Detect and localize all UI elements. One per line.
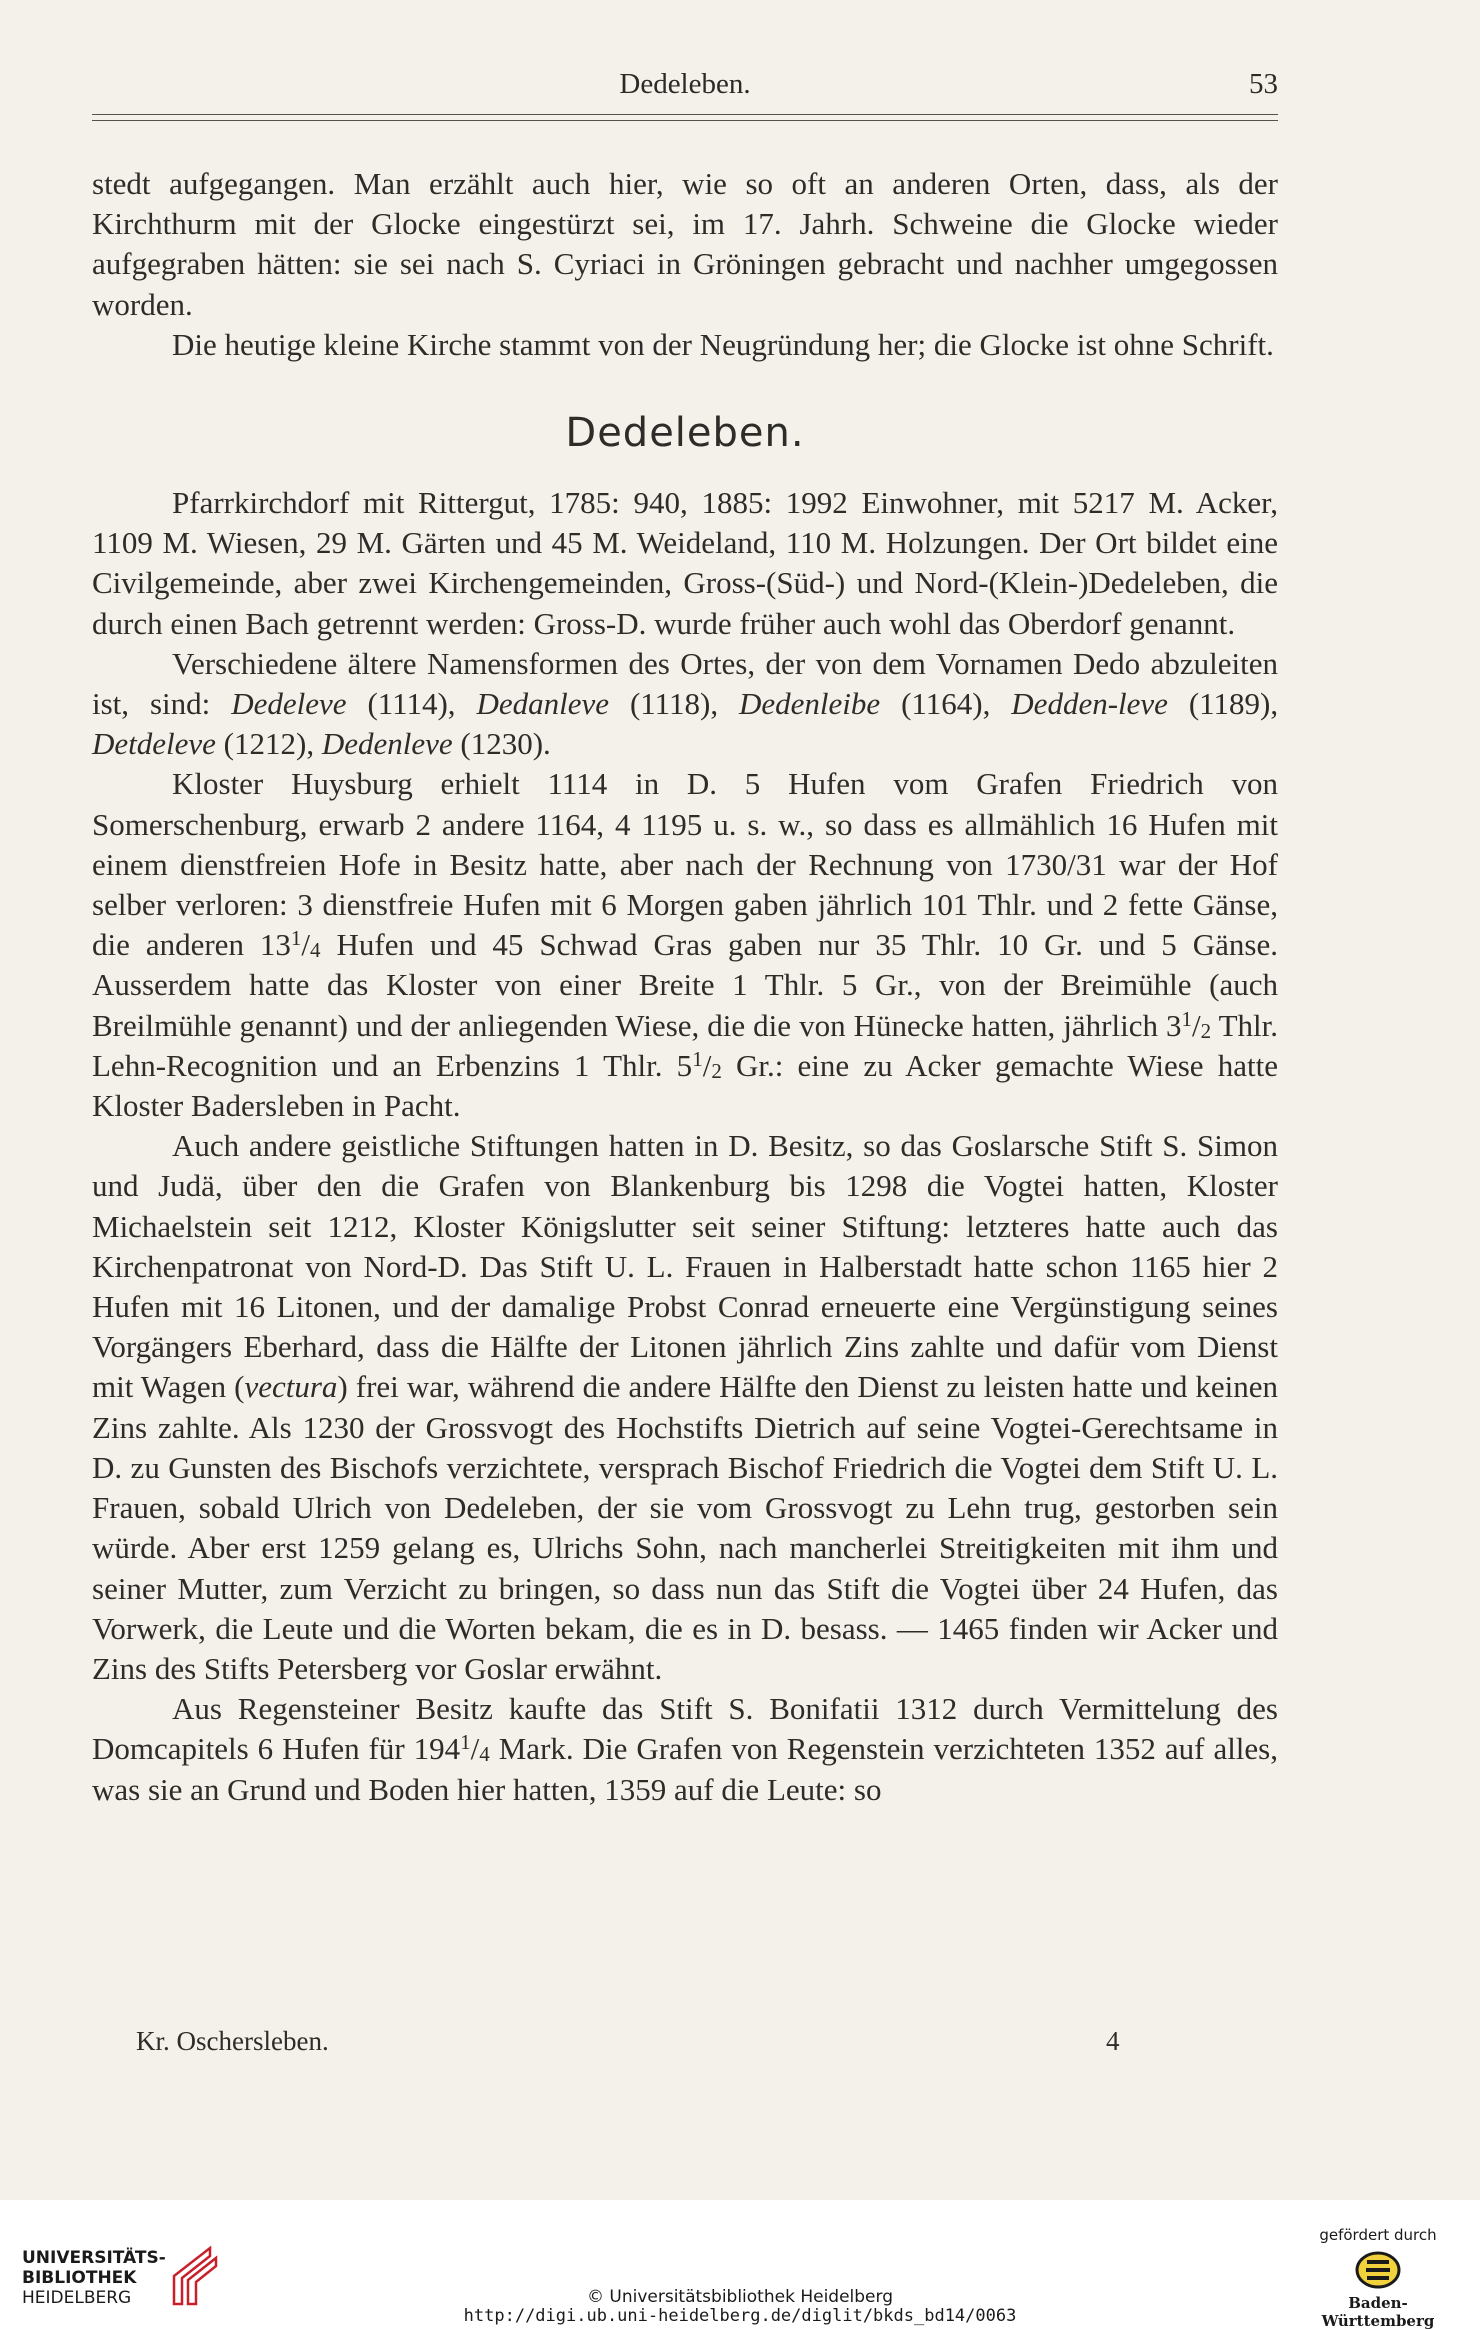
funder-name: Baden-Württemberg <box>1321 2294 1435 2330</box>
paragraph-church: Die heutige kleine Kirche stammt von der Neugründung her; die Glocke ist ohne Schrift. <box>172 326 1274 362</box>
funder-block <box>1298 2226 1458 2330</box>
text-run: Kloster Huysburg erhielt 1114 in D. 5 Hufen vom Grafen Friedrich von Somerschenburg, erwarb 2 andere 1164, 4 1195 u. s. w., so dass es allmählich 16 Hufen mit einem dienstfreien Hofe in Besitz hatte, aber nach der Rechnung von 1730/31 war der Hof selber verloren: 3 dienstfreie Hufen mit 6 Morgen gaben jährlich 101 Thlr. und 2 fette Gänse, die anderen 13 <box>92 766 1278 963</box>
name-form-year: (1114), <box>367 686 456 722</box>
fraction-denominator: 4 <box>479 1742 490 1767</box>
paragraph-regenstein: Aus Regensteiner Besitz kaufte das Stift S. Bonifatii 1312 durch Vermittelung des Domcapitels 6 Hufen für $194^1/_4$ Mark. Die Grafen von Regenstein verzichteten 1352 auf alles, was sie an Grund und Boden hier hatten, 1359 auf die Leute: so <box>92 1691 1278 1807</box>
footer <box>0 2200 1480 2330</box>
signature-line <box>92 2026 1278 2062</box>
fraction-numerator: 1 <box>1181 1006 1192 1031</box>
fraction-numerator: 1 <box>290 926 302 951</box>
name-form: Dedenleve <box>321 726 453 762</box>
text-run: Thlr. Lehn-Recognition und an Erbenzins 1 Thlr. 5 <box>92 1007 1278 1083</box>
paragraph-continuation: stedt aufgegangen. Man erzählt auch hier, wie so oft an anderen Orten, dass, als der Kirchthurm mit der Glocke eingestürzt sei, im 17. Jahrh. Schweine die Glocke wieder aufgegraben hätten: sie sei nach S. Cyriaci in Gröningen gebracht und nachher umgegossen worden. <box>92 166 1278 322</box>
name-form-year: (1212), <box>223 726 315 762</box>
name-form: Detdeleve <box>92 726 216 762</box>
name-form: Dedanleve <box>476 686 610 722</box>
fraction-numerator: 1 <box>460 1730 471 1755</box>
running-head-title: Dedeleben. <box>619 68 751 100</box>
signature-number: 4 <box>1106 2026 1120 2056</box>
body-text <box>92 164 1278 1810</box>
paragraph-foundations <box>92 1126 1278 1689</box>
text-run: Mark. Die Grafen von Regenstein verzichteten 1352 auf alles, was sie an Grund und Boden hier hatten, 1359 auf die Leute: so <box>92 1731 1278 1807</box>
italic-term: vectura <box>244 1369 338 1405</box>
text-run: Aus Regensteiner Besitz kaufte das Stift S. Bonifatii 1312 durch Vermittelung des Domcapitels 6 Hufen für 194 <box>92 1691 1278 1767</box>
funded-by-label: gefördert durch <box>1319 2226 1437 2244</box>
fraction-denominator: 2 <box>1200 1018 1212 1043</box>
name-form-year: (1230). <box>460 726 551 762</box>
library-line1: UNIVERSITÄTS- <box>22 2248 166 2268</box>
fraction-denominator: 4 <box>310 938 321 963</box>
paragraph-name-forms <box>92 644 1278 765</box>
library-line3: HEIDELBERG <box>22 2288 132 2308</box>
library-line2: BIBLIOTHEK <box>22 2268 137 2288</box>
text-run: ) frei war, während die andere Hälfte den Dienst zu leisten hatte und keinen Zins zahlte. Als 1230 der Grossvogt des Hochstifts Dietrich auf seine Vogtei-Gerechtsame in D. zu Gunsten des Bischofs verzichtete, versprach Bischof Friedrich die Vogtei dem Stift U. L. Frauen, sobald Ulrich von Dedeleben, der sie vom Grossvogt zu Lehn trug, gestorben sein würde. Aber erst 1259 gelang es, Ulrichs Sohn, nach mancherlei Streitigkeiten mit ihm und seiner Mutter, zum Verzicht zu bringen, so dass nun das Stift die Vogtei über 24 Hufen, das Vorwerk, die Leute und die Worten bekam, die es in D. besass. — 1465 finden wir Acker und Zins des Stifts Petersberg vor Goslar erwähnt. <box>92 1369 1278 1686</box>
permalink-url[interactable]: http://digi.ub.uni-heidelberg.de/diglit/bkds_bd14/0063 <box>463 2306 1017 2326</box>
paragraph-huysburg: Kloster Huysburg erhielt 1114 in D. 5 Hufen vom Grafen Friedrich von Somerschenburg, erwarb 2 andere 1164, 4 1195 u. s. w., so dass es allmählich 16 Hufen mit einem dienstfreien Hofe in Besitz hatte, aber nach der Rechnung von 1730/31 war der Hof selber verloren: 3 dienstfreie Hufen mit 6 Morgen gaben jährlich 101 Thlr. und 2 fette Gänse, die anderen $13^1/_4$ Hufen und 45 Schwad Gras gaben nur 35 Thlr. 10 Gr. und 5 Gänse. Ausserdem hatte das Kloster von einer Breite 1 Thlr. 5 Gr., von der Breimühle (auch Breilmühle genannt) und der anliegenden Wiese, die die von Hünecke hatten, jährlich $3^1/_2$ Thlr. Lehn-Recognition und an Erbenzins 1 Thlr. $5^1/_2$ Gr.: eine zu Acker gemachte Wiese hatte Kloster Badersleben in Pacht. <box>92 766 1278 1124</box>
section-heading: Dedeleben. <box>565 410 805 457</box>
state-crest-icon <box>1354 2250 1402 2290</box>
text-run: Gr.: eine zu Acker gemachte Wiese hatte Kloster Badersleben in Pacht. <box>92 1047 1278 1124</box>
name-form: Dedeleve <box>231 686 347 722</box>
text-run: Auch andere geistliche Stiftungen hatten in D. Besitz, so das Goslarsche Stift S. Simon und Judä, über den die Grafen von Blankenburg bis 1298 die Vogtei hatten, Kloster Michaelstein seit 1212, Kloster Königslutter seit seiner Stiftung: letzteres hatte auch das Kirchenpatronat von Nord-D. Das Stift U. L. Frauen in Halberstadt hatte schon 1165 hier 2 Hufen mit 16 Litonen, und der damalige Probst Conrad erneuerte eine Vergünstigung seines Vorgängers Eberhard, dass die Hälfte der Litonen jährlich Zins zahlte und dafür vom Dienst mit Wagen ( <box>92 1128 1278 1405</box>
header-rule-top <box>92 114 1278 115</box>
paragraph-overview: Pfarrkirchdorf mit Rittergut, 1785: 940, 1885: 1992 Einwohner, mit 5217 M. Acker, 1109 M. Wiesen, 29 M. Gärten und 45 M. Weideland, 110 M. Holzungen. Der Ort bildet eine Civilgemeinde, aber zwei Kirchengemeinden, Gross-(Süd-) und Nord-(Klein-)Dedeleben, die durch einen Bach getrennt werden: Gross-D. wurde früher auch wohl das Oberdorf genannt. <box>92 485 1278 641</box>
name-form: Dedden-leve <box>1011 686 1168 722</box>
name-form-year: (1118), <box>629 686 719 722</box>
header-rule-bottom <box>92 120 1278 121</box>
name-forms-lead: Verschiedene ältere Namensformen des Ortes, der von dem Vornamen Dedo abzuleiten ist, sind: <box>92 645 1278 722</box>
text-run: Hufen und 45 Schwad Gras gaben nur 35 Thlr. 10 Gr. und 5 Gänse. Ausserdem hatte das Kloster von einer Breite 1 Thlr. 5 Gr., von der Breimühle (auch Breilmühle genannt) und der anliegenden Wiese, die die von Hünecke hatten, jährlich 3 <box>92 927 1278 1043</box>
footer-credit <box>0 2288 1480 2326</box>
signature-district: Kr. Oschersleben. <box>136 2026 329 2056</box>
name-form-year: (1189), <box>1188 686 1279 722</box>
copyright-text: © Universitätsbibliothek Heidelberg <box>586 2287 893 2307</box>
fraction-denominator: 2 <box>711 1058 722 1083</box>
name-form-year: (1164), <box>901 686 991 722</box>
page-number: 53 <box>1249 68 1278 100</box>
name-form: Dedenleibe <box>739 686 881 722</box>
running-head <box>92 68 1278 108</box>
fraction-numerator: 1 <box>692 1046 703 1071</box>
